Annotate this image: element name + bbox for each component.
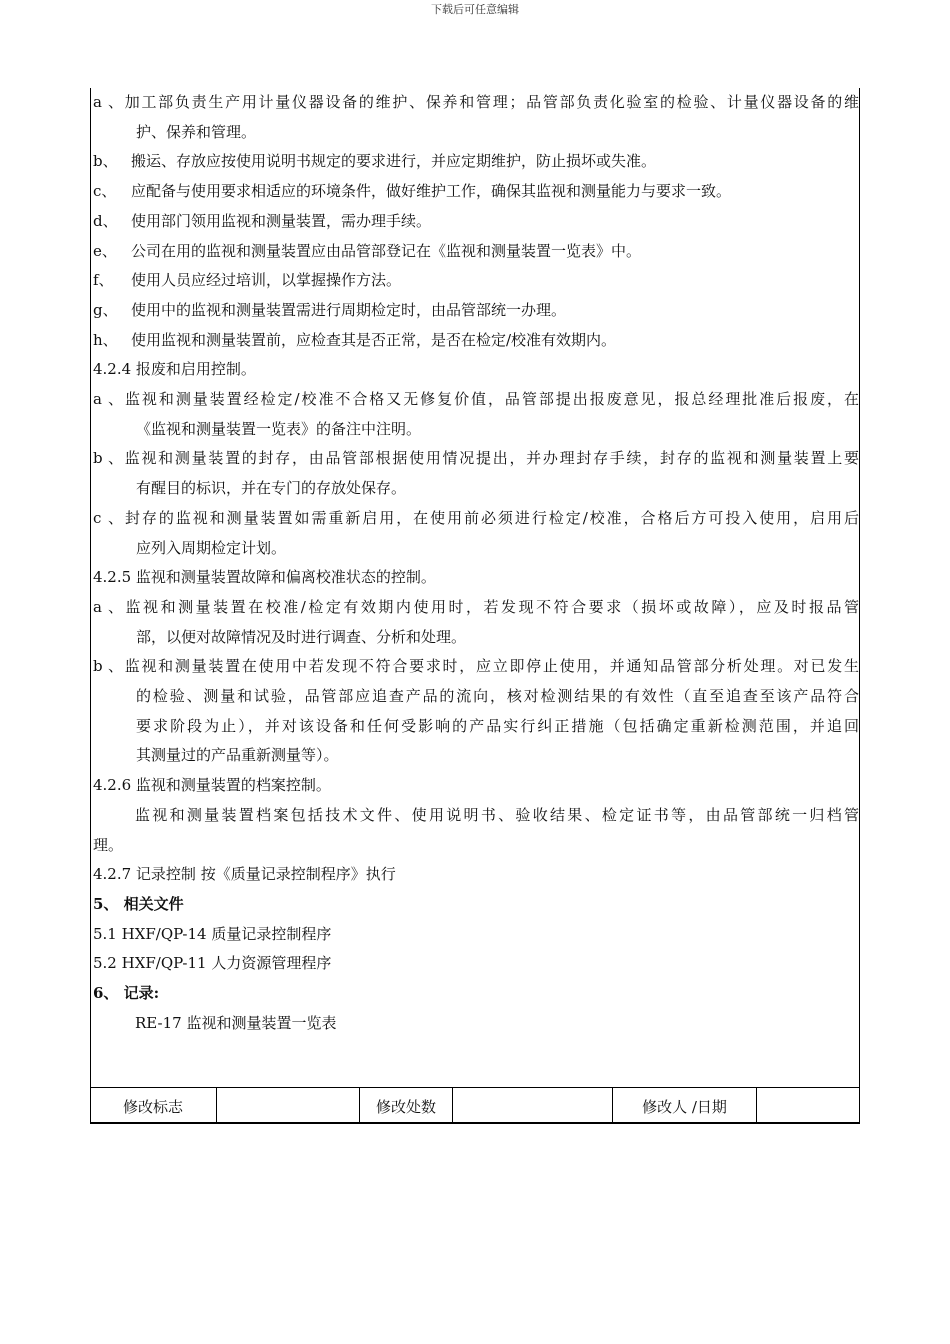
header-note: 下载后可任意编辑 bbox=[431, 3, 519, 16]
list-item bbox=[93, 147, 859, 177]
section-heading-4-2-7: 4.2.7 记录控制 按《质量记录控制程序》执行 bbox=[93, 865, 396, 884]
item-text: 使用人员应经过培训，以掌握操作方法。 bbox=[131, 271, 402, 290]
item-label: b、 bbox=[93, 657, 123, 676]
item-text: 应配备与使用要求相适应的环境条件，做好维护工作，确保其监视和测量能力与要求一致。 bbox=[131, 182, 732, 201]
item-text: 的检验、测量和试验，品管部应追查产品的流向，核对检测结果的有效性（直至追查至该产品符合 bbox=[136, 687, 859, 706]
list-item bbox=[93, 444, 859, 503]
item-text: 搬运、存放应按使用说明书规定的要求进行，并应定期维护，防止损坏或失准。 bbox=[131, 152, 657, 171]
record-item: RE-17 监视和测量装置一览表 bbox=[135, 1013, 337, 1032]
item-label: a、 bbox=[93, 390, 123, 409]
paragraph-line: 理。 bbox=[93, 835, 124, 854]
revision-value-cell bbox=[453, 1088, 613, 1125]
reference-item: 5.2 HXF/QP-11 人力资源管理程序 bbox=[93, 954, 332, 973]
revision-value-cell bbox=[217, 1088, 360, 1125]
list-item bbox=[93, 296, 859, 326]
list-item bbox=[93, 326, 859, 356]
list-items-a-to-h bbox=[93, 88, 859, 355]
reference-item: 5.1 HXF/QP-14 质量记录控制程序 bbox=[93, 924, 332, 943]
table-row bbox=[90, 1088, 860, 1125]
revision-label-cell: 修改人 /日期 bbox=[613, 1088, 757, 1125]
item-text: 要求阶段为止），并对该设备和任何受影响的产品实行纠正措施（包括确定重新检测范围，并追回 bbox=[136, 716, 859, 735]
item-text: 《监视和测量装置一览表》的备注中注明。 bbox=[136, 419, 422, 438]
item-label: d、 bbox=[93, 211, 118, 230]
item-text: 应列入周期检定计划。 bbox=[136, 538, 287, 557]
document-body bbox=[93, 88, 859, 1039]
item-label: b、 bbox=[93, 449, 123, 468]
item-text: 封存的监视和测量装置如需重新启用，在使用前必须进行检定/校准，合格后方可投入使用，启用后 bbox=[123, 508, 859, 527]
item-label: b、 bbox=[93, 152, 118, 171]
revision-value-cell bbox=[757, 1088, 861, 1125]
item-label: a、 bbox=[93, 93, 123, 111]
list-item bbox=[93, 237, 859, 267]
item-text: 使用监视和测量装置前，应检查其是否正常，是否在检定/校准有效期内。 bbox=[131, 330, 617, 349]
item-text: 加工部负责生产用计量仪器设备的维护、保养和管理；品管部负责化验室的检验、计量仪器设备的维 bbox=[123, 93, 859, 111]
section-heading-5: 5、 相关文件 bbox=[93, 894, 184, 913]
list-item bbox=[93, 88, 859, 147]
item-label: c、 bbox=[93, 508, 123, 527]
paragraph-line: 监视和测量装置档案包括技术文件、使用说明书、验收结果、检定证书等，由品管部统一归档管 bbox=[135, 805, 859, 824]
revision-label-cell: 修改处数 bbox=[360, 1088, 453, 1125]
list-item bbox=[93, 593, 859, 652]
list-item bbox=[93, 504, 859, 563]
item-label: c、 bbox=[93, 182, 117, 201]
section-heading-4-2-4: 4.2.4 报废和启用控制。 bbox=[93, 360, 256, 379]
revision-label-cell: 修改标志 bbox=[90, 1088, 217, 1125]
item-text: 监视和测量装置在使用中若发现不符合要求时，应立即停止使用，并通知品管部分析处理。对已发生 bbox=[123, 657, 859, 676]
revision-table bbox=[90, 1087, 860, 1124]
section-heading-6: 6、 记录: bbox=[93, 984, 160, 1003]
item-text: 公司在用的监视和测量装置应由品管部登记在《监视和测量装置一览表》中。 bbox=[131, 241, 642, 260]
item-label: a、 bbox=[93, 597, 123, 616]
item-label: f、 bbox=[93, 271, 114, 290]
item-text: 监视和测量装置的封存，由品管部根据使用情况提出，并办理封存手续，封存的监视和测量装置上要 bbox=[123, 449, 859, 468]
item-label: h、 bbox=[93, 330, 118, 349]
item-text: 监视和测量装置经检定/校准不合格又无修复价值，品管部提出报废意见，报总经理批准后报废，在 bbox=[123, 390, 859, 409]
list-item bbox=[93, 385, 859, 444]
item-label: g、 bbox=[93, 300, 118, 319]
item-text: 使用部门领用监视和测量装置，需办理手续。 bbox=[131, 211, 432, 230]
item-text: 有醒目的标识，并在专门的存放处保存。 bbox=[136, 479, 407, 498]
item-text: 监视和测量装置在校准/检定有效期内使用时，若发现不符合要求（损坏或故障），应及时报品管 bbox=[123, 597, 859, 616]
item-text: 护、保养和管理。 bbox=[136, 122, 257, 141]
section-heading-4-2-5: 4.2.5 监视和测量装置故障和偏离校准状态的控制。 bbox=[93, 568, 436, 587]
item-text: 使用中的监视和测量装置需进行周期检定时，由品管部统一办理。 bbox=[131, 300, 567, 319]
item-text: 其测量过的产品重新测量等）。 bbox=[136, 746, 339, 765]
list-item bbox=[93, 266, 859, 296]
item-label: e、 bbox=[93, 241, 117, 260]
list-item bbox=[93, 207, 859, 237]
section-heading-4-2-6: 4.2.6 监视和测量装置的档案控制。 bbox=[93, 776, 331, 795]
list-item bbox=[93, 177, 859, 207]
list-item bbox=[93, 652, 859, 771]
item-text: 部，以便对故障情况及时进行调查、分析和处理。 bbox=[136, 627, 467, 646]
